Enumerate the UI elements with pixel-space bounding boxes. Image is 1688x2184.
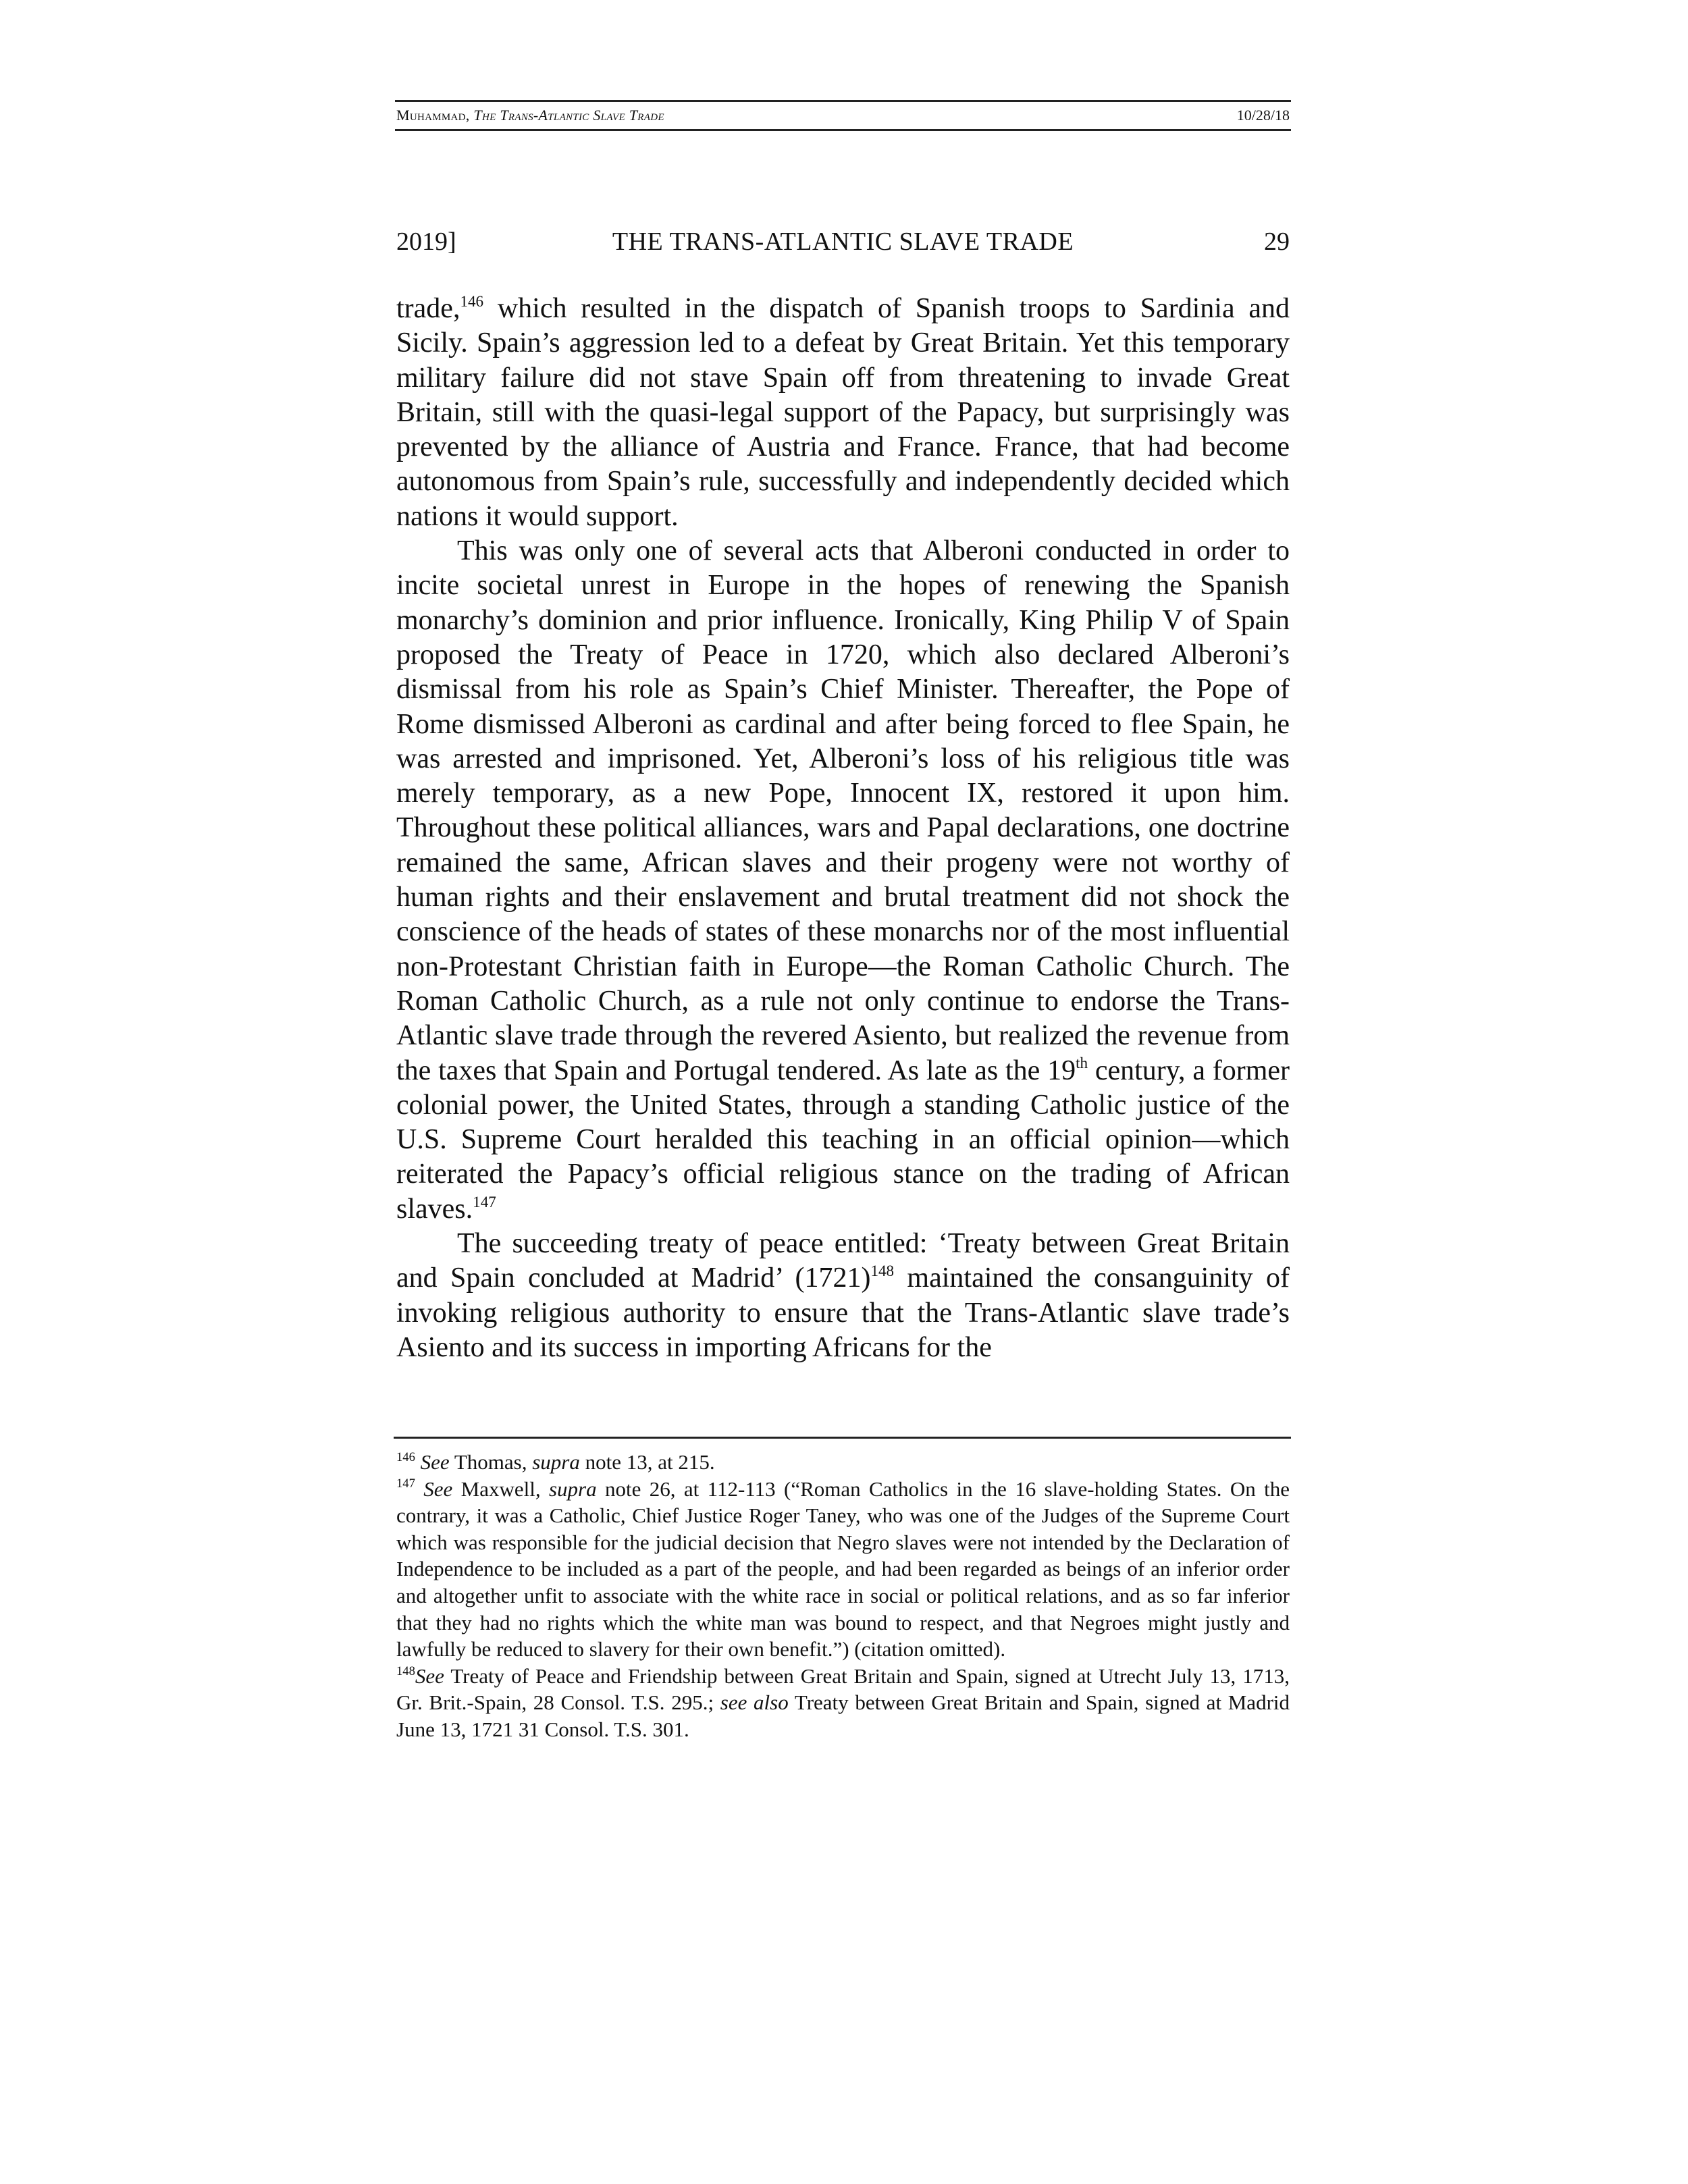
footnote-text: Treaty between Great Britain and Spain, signed at Madrid June 13, 1721 31 Consol. T.S. 301. bbox=[396, 1690, 1290, 1741]
paragraph-text: trade, bbox=[396, 293, 460, 324]
running-header-date: 10/28/18 bbox=[1236, 107, 1290, 124]
footnote-italic: , supra bbox=[535, 1476, 597, 1501]
body-paragraph-2 bbox=[396, 534, 1290, 1227]
page-header-title: THE TRANS-ATLANTIC SLAVE TRADE bbox=[612, 228, 1074, 256]
citation-signal: See bbox=[415, 1663, 444, 1688]
footnote-number: 146 bbox=[396, 1449, 415, 1464]
body-paragraph-3 bbox=[396, 1227, 1290, 1365]
body-paragraph-1 bbox=[396, 292, 1290, 534]
paragraph-text: which resulted in the dispatch of Spanish troops to Sardinia and Sicily. Spain’s aggression led to a defeat by Great Britain. Yet this temporary military failure did not stave Spain off from threatening to invade Great Britain, still with the quasi-legal support of the Papacy, but surprisingly was prevented by the alliance of Austria and France. France, that had become autonomous from Spain’s rule, successfully and independently decided which nations it would support. bbox=[396, 293, 1290, 532]
footnote-146 bbox=[396, 1449, 1290, 1476]
paragraph-text: century, a former colonial power, the United States, through a standing Catholic justice of the U.S. Supreme Court heralded this teaching in an official opinion—which reiterated the Papacy’s official religious stance on the trading of African slaves. bbox=[396, 1055, 1290, 1225]
paragraph-text: The succeeding treaty of peace entitled: ‘Treaty between Great Britain and Spain concluded at Madrid’ (1721) bbox=[396, 1228, 1290, 1294]
citation-signal: See bbox=[423, 1476, 453, 1501]
running-header-citation bbox=[396, 107, 664, 124]
footnotes bbox=[396, 1449, 1290, 1743]
footnote-text: Maxwell bbox=[452, 1476, 535, 1501]
running-header bbox=[395, 100, 1291, 131]
ordinal-superscript: th bbox=[1076, 1054, 1088, 1072]
footnote-ref-147: 147 bbox=[473, 1192, 496, 1210]
footnote-ref-148: 148 bbox=[870, 1262, 895, 1280]
footnote-text: note 26, at 112-113 (“Roman Catholics in the 16 slave-holding States. On the contrary, it was a Catholic, Chief Justice Roger Taney, who was one of the Judges of the Supreme Court which was responsible for the judicial decision that Negro slaves were not intended by the Declaration of Independence to be included as a part of the people, and had been regarded as beings of an inferior order and altogether unfit to associate with the white race in social or political relations, and as so far inferior that they had no rights which the white man was bound to respect, and that Negroes might justly and lawfully be reduced to slavery for their own benefit.”) (citation omitted). bbox=[396, 1476, 1290, 1661]
footnote-ref-146: 146 bbox=[460, 292, 484, 310]
page-header-year: 2019] bbox=[396, 228, 456, 256]
page-header bbox=[396, 227, 1290, 265]
footnote-148 bbox=[396, 1663, 1290, 1743]
running-header-short-title: The Trans-Atlantic Slave Trade bbox=[473, 107, 664, 124]
paragraph-text: This was only one of several acts that Alberoni conducted in order to incite societal unrest in Europe in the hopes of renewing the Spanish monarchy’s dominion and prior influence. Ironically, King Philip V of Spain proposed the Treaty of Peace in 1720, which also declared Alberoni’s dismissal from his role as Spain’s Chief Minister. Thereafter, the Pope of Rome dismissed Alberoni as cardinal and after being forced to flee Spain, he was arrested and imprisoned. Yet, Alberoni’s loss of his religious title was merely temporary, as a new Pope, Innocent IX, restored it upon him. Throughout these political alliances, wars and Papal declarations, one doctrine remained the same, African slaves and their progeny were not worthy of human rights and their enslavement and brutal treatment did not shock the conscience of the heads of states of these monarchs nor of the most influential non-Protestant Christian faith in Europe—the Roman Catholic Church. The Roman Catholic Church, as a rule not only continue to endorse the Trans-Atlantic slave trade through the revered Asiento, but realized the revenue from the taxes that Spain and Portugal tendered. As late as the 19 bbox=[396, 535, 1290, 1086]
footnote-italic: , supra bbox=[521, 1450, 580, 1474]
footnote-number: 148 bbox=[396, 1663, 415, 1678]
footnote-number: 147 bbox=[396, 1476, 415, 1491]
running-header-author: Muhammad, bbox=[396, 107, 470, 124]
footnote-divider bbox=[394, 1437, 1291, 1439]
footnote-text: Treaty of Peace and Friendship between Great Britain and Spain, signed at Utrecht July 13, 1713, Gr. Brit.-Spain, 28 Consol. T.S. 295.; bbox=[396, 1663, 1290, 1715]
paragraph-text: maintained the consanguinity of invoking religious authority to ensure that the Trans-Atlantic slave trade’s Asiento and its success in importing Africans for the bbox=[396, 1262, 1290, 1363]
page-number: 29 bbox=[1264, 228, 1290, 256]
footnote-italic: see also bbox=[720, 1690, 789, 1715]
footnote-text: Thomas bbox=[449, 1450, 522, 1474]
footnote-147 bbox=[396, 1476, 1290, 1663]
footnote-text: note 13, at 215. bbox=[579, 1450, 715, 1474]
body-text bbox=[396, 292, 1290, 1365]
citation-signal: See bbox=[420, 1450, 450, 1474]
